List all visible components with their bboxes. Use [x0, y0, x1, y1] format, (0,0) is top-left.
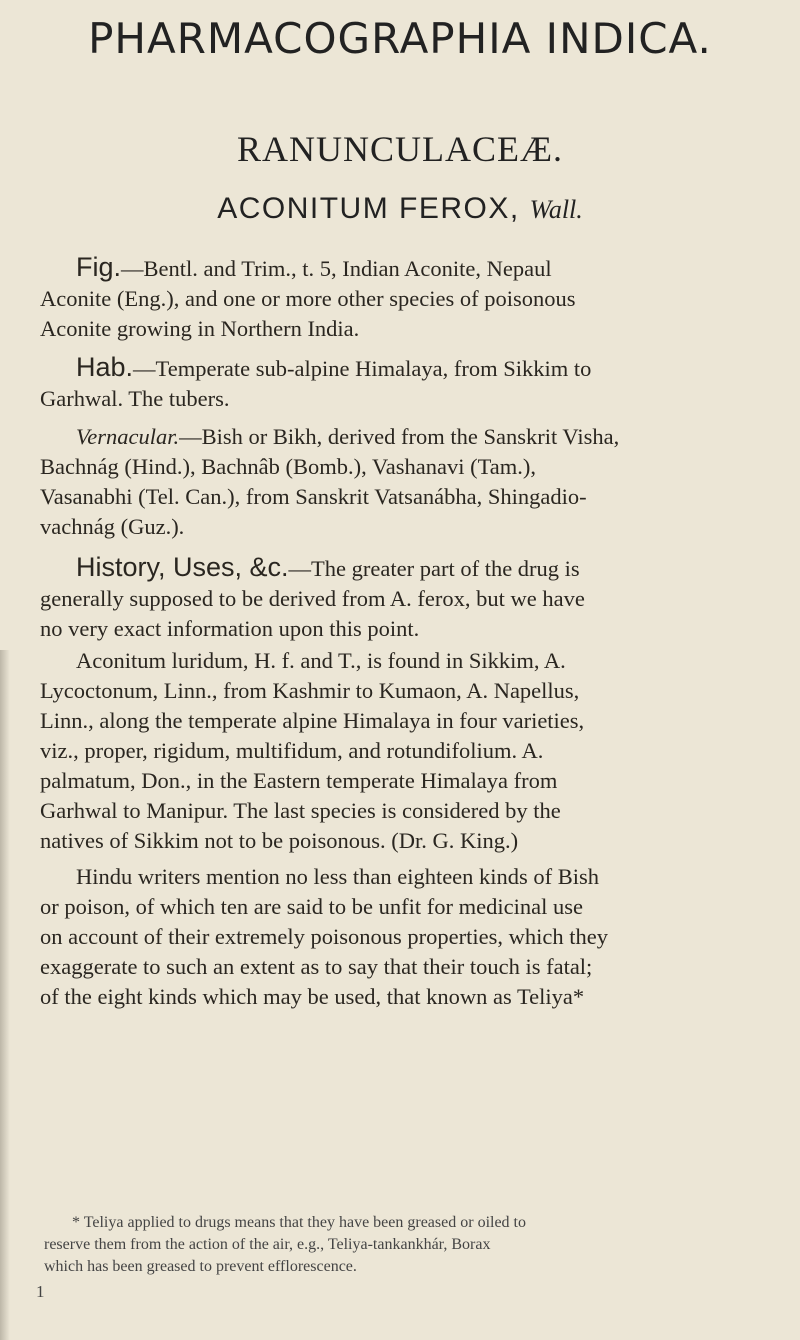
vernacular-line-3: Vasanabhi (Tel. Can.), from Sanskrit Vatsanábha, Shingadio-	[40, 484, 587, 509]
para2-line-4: viz., proper, rigidum, multifidum, and rotundifolium. A.	[40, 738, 544, 763]
para2-line-7: natives of Sikkim not to be poisonous. (Dr. G. King.)	[40, 828, 519, 853]
fig-line-1: Fig.—Bentl. and Trim., t. 5, Indian Aconite, Nepaul	[76, 252, 552, 282]
vernacular-line-4: vachnág (Guz.).	[40, 514, 185, 539]
history-line-3: no very exact information upon this point.	[40, 616, 420, 641]
para2-line-1: Aconitum luridum, H. f. and T., is found in Sikkim, A.	[76, 648, 566, 673]
hab-line-1: Hab.—Temperate sub-alpine Himalaya, from Sikkim to	[76, 352, 592, 382]
history-line-1: History, Uses, &c.—The greater part of the drug is	[76, 552, 580, 582]
para2-line-2: Lycoctonum, Linn., from Kashmir to Kumaon, A. Napellus,	[40, 678, 580, 703]
para3-line-4: exaggerate to such an extent as to say that their touch is fatal;	[40, 954, 593, 979]
hab-line-2: Garhwal. The tubers.	[40, 386, 230, 411]
page-number: 1	[36, 1282, 45, 1301]
running-title: PHARMACOGRAPHIA INDICA.	[88, 14, 712, 63]
fig-line-3: Aconite growing in Northern India.	[40, 316, 360, 341]
para2-line-6: Garhwal to Manipur. The last species is considered by the	[40, 798, 561, 823]
fig-line-2: Aconite (Eng.), and one or more other species of poisonous	[40, 286, 576, 311]
para2-line-3: Linn., along the temperate alpine Himalaya in four varieties,	[40, 708, 585, 733]
history-line-2: generally supposed to be derived from A. ferox, but we have	[40, 586, 585, 611]
aconitum-species-paragraph	[40, 646, 780, 856]
species-authority: Wall.	[529, 195, 583, 224]
para3-line-1: Hindu writers mention no less than eighteen kinds of Bish	[76, 864, 600, 889]
para3-line-5: of the eight kinds which may be used, that known as Teliya*	[40, 984, 585, 1009]
footnote-line-1: * Teliya applied to drugs means that they have been greased or oiled to	[72, 1214, 526, 1231]
footnote-line-3: which has been greased to prevent efflorescence.	[44, 1258, 357, 1275]
fig-heading: Fig.	[76, 252, 122, 282]
page-binding-shadow	[0, 650, 10, 1340]
history-heading: History, Uses, &c.	[76, 552, 289, 582]
species-name: ACONITUM FEROX,	[217, 192, 520, 225]
footnote	[44, 1212, 784, 1278]
hab-heading: Hab.	[76, 352, 134, 382]
fig-section	[40, 252, 780, 344]
hab-section	[40, 352, 780, 414]
vernacular-heading: Vernacular.	[76, 424, 180, 449]
vernacular-line-2: Bachnág (Hind.), Bachnâb (Bomb.), Vashanavi (Tam.),	[40, 454, 536, 479]
footnote-line-2: reserve them from the action of the air, e.g., Teliya-tankankhár, Borax	[44, 1236, 491, 1253]
hindu-writers-paragraph	[40, 862, 780, 1012]
species-title	[0, 192, 800, 226]
order-title: RANUNCULACEÆ.	[236, 129, 563, 169]
para2-line-5: palmatum, Don., in the Eastern temperate Himalaya from	[40, 768, 558, 793]
para3-line-3: on account of their extremely poisonous properties, which they	[40, 924, 608, 949]
vernacular-section	[40, 422, 780, 542]
history-section	[40, 552, 780, 644]
vernacular-line-1: Vernacular.—Bish or Bikh, derived from the Sanskrit Visha,	[76, 424, 620, 449]
para3-line-2: or poison, of which ten are said to be unfit for medicinal use	[40, 894, 583, 919]
